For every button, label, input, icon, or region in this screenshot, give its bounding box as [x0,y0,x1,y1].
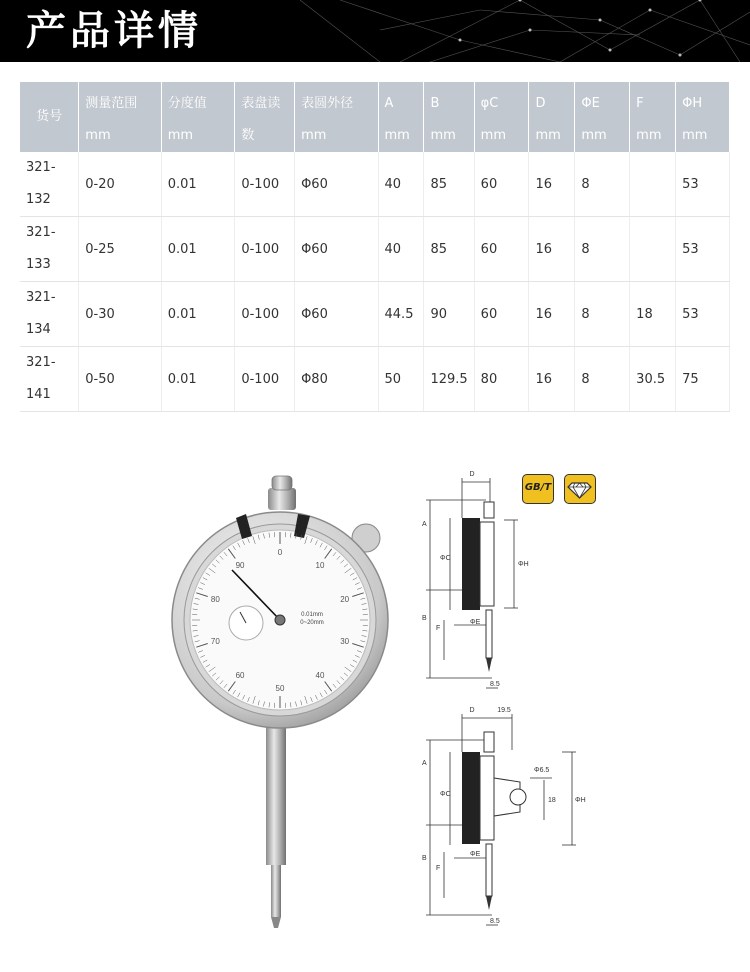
table-cell: 0-50 [79,347,161,412]
dim-label: D [469,471,475,478]
dim-label: A [422,521,427,528]
table-cell: 0.01 [161,152,235,217]
lug-hole-icon [510,789,526,805]
table-cell: 16 [529,282,575,347]
table-cell: 8 [575,217,630,282]
table-cell: 8 [575,282,630,347]
dial-number: 60 [235,671,245,681]
spec-table [20,82,730,412]
dial-number: 80 [210,594,220,604]
dim-label: F [436,625,441,632]
table-cell: 0-100 [235,347,295,412]
table-cell: 90 [424,282,474,347]
table-cell: 0-100 [235,282,295,347]
header-cell: 测量范围 mm [79,82,161,152]
table-row [20,217,730,282]
header-cell: D mm [529,82,575,152]
dim-label: ΦE [470,851,481,858]
header-cell: 表圆外径 mm [295,82,378,152]
header-cell: 货号 [20,82,79,152]
table-cell: 80 [474,347,529,412]
dial-number: 0 [277,548,283,557]
dial-indicator-illustration [120,440,410,940]
table-cell-code: 321- 133 [20,217,79,282]
contact-point-icon [271,917,281,928]
table-cell: 0-100 [235,152,295,217]
gb-standard-badge: GB/T [522,474,554,504]
table-cell: 0-20 [79,152,161,217]
table-cell: 16 [529,347,575,412]
dial-number: 70 [210,637,220,647]
table-cell: 8 [575,347,630,412]
dim-label: ΦC [440,791,451,798]
table-row [20,347,730,412]
table-cell: 53 [676,282,730,347]
table-cell: 18 [630,282,676,347]
table-cell: 50 [378,347,424,412]
table-cell: 60 [474,152,529,217]
table-cell-code: 321- 141 [20,347,79,412]
header-cell: A mm [378,82,424,152]
table-cell: 0.01 [161,282,235,347]
dial-number: 40 [315,671,325,681]
table-cell: Φ60 [295,282,378,347]
table-cell: 16 [529,217,575,282]
stem-icon [266,715,286,865]
dim-label: 18 [548,797,556,804]
table-cell-code: 321- 134 [20,282,79,347]
table-cell: 16 [529,152,575,217]
dim-label: ΦE [470,619,481,626]
crown-icon [268,488,296,510]
table-cell: 85 [424,152,474,217]
header-cell: 表盘读 数 [235,82,295,152]
dim-label: 8.5 [490,918,500,925]
dim-label: F [436,865,441,872]
table-cell: 85 [424,217,474,282]
table-row [20,282,730,347]
dim-label: ΦH [575,797,586,804]
dial-number: 30 [340,637,350,647]
table-cell: 53 [676,152,730,217]
dial-number: 90 [235,560,245,570]
table-cell: 60 [474,282,529,347]
table-cell: Φ60 [295,217,378,282]
drawing-bezel-icon [462,752,480,844]
header-cell: 分度值 mm [161,82,235,152]
header-cell: ΦE mm [575,82,630,152]
table-cell: 0-25 [79,217,161,282]
table-cell [630,217,676,282]
table-cell: 0.01 [161,217,235,282]
header-cell: ΦH mm [676,82,730,152]
dim-label: ΦC [440,555,451,562]
table-cell: 129.5 [424,347,474,412]
header-cell: F mm [630,82,676,152]
table-cell: 0-100 [235,217,295,282]
header-banner [0,0,750,62]
table-header-row [20,82,730,152]
table-cell: 53 [676,217,730,282]
drawing-bezel-icon [462,518,480,610]
dim-label: D [469,707,475,714]
table-cell: 30.5 [630,347,676,412]
table-cell: 40 [378,217,424,282]
dial-range-text: 0~20mm [300,620,324,626]
technical-drawing [412,460,587,940]
table-cell: Φ60 [295,152,378,217]
table-cell: 75 [676,347,730,412]
dim-label: A [422,760,427,767]
dim-label: B [422,855,427,862]
dim-label: Φ6.5 [534,767,550,774]
dial-number: 50 [275,684,285,693]
table-cell: 0.01 [161,347,235,412]
header-cell: φC mm [474,82,529,152]
header-cell: B mm [424,82,474,152]
table-row [20,152,730,217]
table-cell: 60 [474,217,529,282]
page-title: 产品详情 [26,8,202,54]
table-cell-code: 321- 132 [20,152,79,217]
dim-label: B [422,615,427,622]
table-cell: 44.5 [378,282,424,347]
table-cell: 0-30 [79,282,161,347]
table-cell: 40 [378,152,424,217]
table-cell [630,152,676,217]
spindle-icon [271,865,281,917]
table-cell: Φ80 [295,347,378,412]
dial-resolution-text: 0.01mm [301,612,323,618]
dial-number: 10 [315,560,325,570]
dim-label: 8.5 [490,681,500,688]
dim-label: ΦH [518,561,529,568]
dial-number: 20 [340,594,350,604]
dim-label: 19.5 [497,707,511,714]
table-cell: 8 [575,152,630,217]
